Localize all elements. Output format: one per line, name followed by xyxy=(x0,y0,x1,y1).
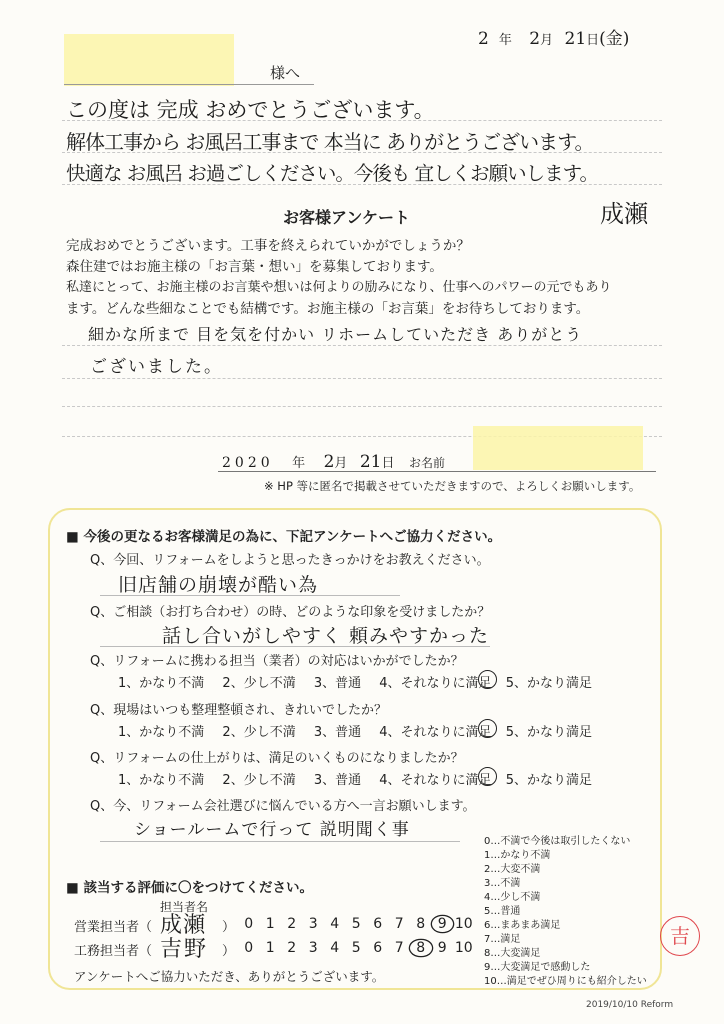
legend-item-5: 5…普通 xyxy=(484,906,521,917)
sales-score-4[interactable]: 4 xyxy=(330,916,340,932)
answer-2: 話し合いがしやすく 頼みやすかった xyxy=(162,625,490,647)
works-score-4[interactable]: 4 xyxy=(330,940,340,956)
works-label: 工務担当者（ xyxy=(74,944,153,959)
q5-option-5[interactable]: 5、かなり満足 xyxy=(505,773,592,788)
header-date xyxy=(478,24,629,49)
comment-rule-2 xyxy=(62,378,662,379)
legend-item-6: 6…まあまあ満足 xyxy=(484,920,561,931)
question-1: Q、今回、リフォームをしようと思ったきっかけをお教えください。 xyxy=(90,553,490,568)
survey-title: お客様アンケート xyxy=(283,208,411,227)
name-redaction xyxy=(64,34,234,86)
legend-item-2: 2…大変不満 xyxy=(484,864,541,875)
question-5-options xyxy=(118,769,592,788)
comment-line-1: 細かな所まで 目を気を付かい リホームしていただき ありがとう xyxy=(88,325,583,344)
legend-item-8: 8…大変満足 xyxy=(484,948,541,959)
legend-item-1: 1…かなり不満 xyxy=(484,850,551,861)
stamp-text: 吉 xyxy=(670,924,690,948)
sales-score-10[interactable]: 10 xyxy=(454,916,473,932)
evaluation-heading: ■ 該当する評価に〇をつけてください。 xyxy=(66,880,313,896)
sign-month-unit: 月 xyxy=(334,456,348,471)
survey-intro-3: 私達にとって、お施主様のお言葉や想いは何よりの励みになり、仕事へのパワーの元でもあり xyxy=(66,280,612,295)
sign-day: 21 xyxy=(359,452,382,472)
sales-label: 営業担当者（ xyxy=(74,920,153,935)
q4-selected-circle xyxy=(478,719,497,738)
legend-item-10: 10…満足でぜひ周りにも紹介したい xyxy=(484,976,647,987)
works-score-10[interactable]: 10 xyxy=(454,940,473,956)
date-era: 2 xyxy=(478,29,489,49)
works-score-1[interactable]: 1 xyxy=(265,940,275,956)
question-5: Q、リフォームの仕上がりは、満足のいくものになりましたか？ xyxy=(90,751,464,766)
comment-line-2: ございました。 xyxy=(90,357,223,377)
sales-score-9[interactable]: 9 xyxy=(432,916,454,932)
recipient-suffix: 様へ xyxy=(270,64,301,82)
works-name: 吉野 xyxy=(160,937,209,962)
questionnaire-heading: ■ 今後の更なるお客様満足の為に、下記アンケートへご協力ください。 xyxy=(66,529,502,545)
sales-score-7[interactable]: 7 xyxy=(394,916,404,932)
message-line-2: 解体工事から お風呂工事まで 本当に ありがとうございます。 xyxy=(66,130,594,154)
sales-row xyxy=(74,916,152,935)
q3-option-5[interactable]: 5、かなり満足 xyxy=(505,676,592,691)
name-label: お名前 xyxy=(408,456,445,470)
sales-score-3[interactable]: 3 xyxy=(308,916,318,932)
q3-option-4[interactable]: 4、それなりに満足 xyxy=(379,676,492,691)
date-day: 21 xyxy=(564,29,587,49)
message-line-1: この度は 完成 おめでとうございます。 xyxy=(66,98,435,122)
sales-score-8[interactable]: 8 xyxy=(416,916,426,932)
sales-scale xyxy=(238,916,475,932)
q4-option-3[interactable]: 3、普通 xyxy=(313,725,362,740)
works-close-paren: ） xyxy=(222,944,236,959)
sales-name: 成瀬 xyxy=(160,913,207,938)
sign-year: 2020 xyxy=(222,455,274,471)
question-4: Q、現場はいつも整理整頓され、きれいでしたか？ xyxy=(90,703,388,718)
comment-rule-3 xyxy=(62,406,662,407)
q5-option-3[interactable]: 3、普通 xyxy=(313,773,362,788)
answer-1-underline xyxy=(100,595,400,596)
sales-score-6[interactable]: 6 xyxy=(373,916,383,932)
message-signature: 成瀬 xyxy=(600,200,648,228)
recipient-underline xyxy=(64,84,314,85)
q4-option-4[interactable]: 4、それなりに満足 xyxy=(379,725,492,740)
q4-option-1[interactable]: 1、かなり不満 xyxy=(118,725,205,740)
works-score-7[interactable]: 7 xyxy=(394,940,404,956)
staff-header: 担当者名 xyxy=(160,900,209,914)
approval-stamp xyxy=(660,916,700,956)
works-score-6[interactable]: 6 xyxy=(373,940,383,956)
q4-option-2[interactable]: 2、少し不満 xyxy=(222,725,296,740)
q3-option-1[interactable]: 1、かなり不満 xyxy=(118,676,205,691)
legend-item-4: 4…少し不満 xyxy=(484,892,541,903)
q3-selected-circle xyxy=(478,670,497,689)
date-month-unit: 月 xyxy=(540,33,554,48)
thanks-text: アンケートへご協力いただき、ありがとうございます。 xyxy=(74,969,385,984)
q3-option-2[interactable]: 2、少し不満 xyxy=(222,676,296,691)
sign-day-unit: 日 xyxy=(381,456,395,471)
question-4-options xyxy=(118,721,592,740)
date-month: 2 xyxy=(529,29,541,49)
works-score-8[interactable]: 8 xyxy=(410,940,432,956)
sales-score-1[interactable]: 1 xyxy=(265,916,275,932)
q4-option-5[interactable]: 5、かなり満足 xyxy=(505,725,592,740)
customer-name-redaction xyxy=(473,426,643,470)
works-scale xyxy=(238,940,475,956)
question-3: Q、リフォームに携わる担当（業者）の対応はいかがでしたか？ xyxy=(90,654,464,669)
survey-intro-2: 森住建ではお施主様の「お言葉・想い」を募集しております。 xyxy=(66,259,443,275)
answer-2-underline xyxy=(100,646,490,647)
q3-option-3[interactable]: 3、普通 xyxy=(313,676,362,691)
answer-6: ショールームで行って 説明聞く事 xyxy=(134,820,410,840)
sign-month: 2 xyxy=(323,452,335,472)
comment-rule-1 xyxy=(62,345,662,346)
legend-item-0: 0…不満で今後は取引したくない xyxy=(484,836,631,847)
legend-item-9: 9…大変満足で感動した xyxy=(484,962,591,973)
survey-intro-1: 完成おめでとうございます。工事を終えられていかがでしょうか？ xyxy=(66,238,470,254)
sales-score-2[interactable]: 2 xyxy=(287,916,297,932)
form-code: 2019/10/10 Reform xyxy=(586,1000,674,1010)
legend-item-3: 3…不満 xyxy=(484,878,521,889)
answer-1: 旧店舗の崩壊が酷い為 xyxy=(118,574,319,596)
sales-score-0[interactable]: 0 xyxy=(244,916,254,932)
question-6: Q、今、リフォーム会社選びに悩んでいる方へ一言お願いします。 xyxy=(90,799,476,814)
survey-intro-4: ます。どんな些細なことでも結構です。お施主様の「お言葉」をお待ちしております。 xyxy=(66,301,590,317)
works-score-3[interactable]: 3 xyxy=(308,940,318,956)
date-year-unit: 年 xyxy=(498,33,512,48)
q5-option-2[interactable]: 2、少し不満 xyxy=(222,773,296,788)
works-score-5[interactable]: 5 xyxy=(351,940,361,956)
works-score-9[interactable]: 9 xyxy=(437,940,447,956)
sign-underline xyxy=(218,471,656,472)
sales-score-5[interactable]: 5 xyxy=(351,916,361,932)
question-2: Q、ご相談（お打ち合わせ）の時、どのような印象を受けましたか？ xyxy=(90,605,491,620)
date-weekday: (金) xyxy=(599,29,630,49)
sign-date xyxy=(222,452,445,472)
works-score-2[interactable]: 2 xyxy=(287,940,297,956)
legend-item-7: 7…満足 xyxy=(484,934,521,945)
q5-option-4[interactable]: 4、それなりに満足 xyxy=(379,773,492,788)
question-3-options xyxy=(118,672,592,691)
answer-6-underline xyxy=(100,841,460,842)
publish-note: ※ HP 等に匿名で掲載させていただきますので、よろしくお願いします。 xyxy=(264,479,641,493)
q5-selected-circle xyxy=(478,767,497,786)
sales-close-paren: ） xyxy=(222,920,236,935)
works-score-0[interactable]: 0 xyxy=(244,940,254,956)
works-row xyxy=(74,940,152,959)
q5-option-1[interactable]: 1、かなり不満 xyxy=(118,773,205,788)
message-line-3: 快適な お風呂 お過ごしください。今後も 宜しくお願いします。 xyxy=(66,162,599,185)
date-day-unit: 日 xyxy=(586,33,600,48)
sign-year-unit: 年 xyxy=(292,456,306,471)
